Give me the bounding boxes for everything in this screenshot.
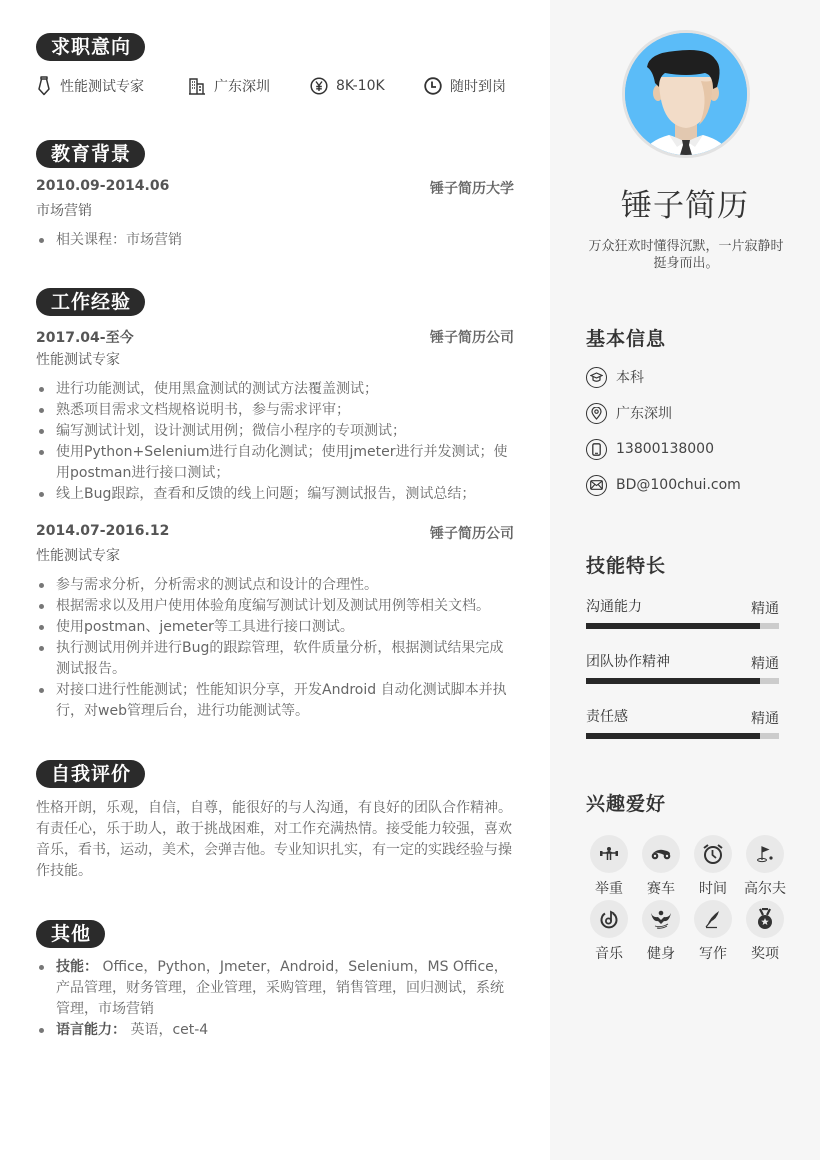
intent-position [36,74,144,98]
clock-icon [424,77,442,95]
job-intent-row [36,74,536,98]
phone-icon [586,439,607,460]
skill-progress-bar [586,678,779,684]
language-label: 语言能力： [56,1022,126,1038]
info-phone-text: 13800138000 [616,441,714,457]
job-1-role: 性能测试专家 [36,352,120,368]
music-icon [590,900,628,938]
medal-icon [746,900,784,938]
hobby-item [687,835,739,898]
profile-name: 锤子简历 [621,188,749,224]
skill-progress-fill [586,623,760,629]
hobby-item [635,835,687,898]
job-1-header [36,327,514,347]
skills-label: 技能： [56,959,98,975]
hobby-label: 举重 [595,881,623,897]
skill-progress-bar [586,733,779,739]
education-date: 2010.09-2014.06 [36,178,170,194]
other-list [36,957,516,1041]
skill-level: 精通 [751,601,779,617]
job-2-date: 2014.07-2016.12 [36,523,170,539]
hobby-label: 赛车 [647,881,675,897]
hobby-label: 健身 [647,946,675,962]
education-header [36,178,514,198]
weightlifting-icon [590,835,628,873]
profile-motto: 万众狂欢时懂得沉默，一片寂静时挺身而出。 [588,239,784,271]
list-item: 根据需求以及用户使用体验角度编写测试计划及测试用例等相关文档。 [36,596,516,617]
sidebar [550,0,820,1160]
info-email [586,474,741,496]
section-title-hobbies: 兴趣爱好 [586,793,667,815]
section-title-work: 工作经验 [36,288,145,316]
list-item: 熟悉项目需求文档规格说明书，参与需求评审； [36,400,516,421]
education-list [36,230,516,251]
skill-level: 精通 [751,711,779,727]
yuan-icon [310,77,328,95]
intent-availability [424,74,506,98]
list-item: 线上Bug跟踪，查看和反馈的线上问题；编写测试报告，测试总结； [36,484,516,505]
intent-city-text: 广东深圳 [214,79,270,95]
envelope-icon [586,475,607,496]
education-school: 锤子简历大学 [430,181,514,197]
intent-position-text: 性能测试专家 [60,79,144,95]
list-item: 进行功能测试，使用黑盒测试的测试方法覆盖测试； [36,379,516,400]
list-item: 参与需求分析，分析需求的测试点和设计的合理性。 [36,575,516,596]
hobby-label: 奖项 [751,946,779,962]
tie-icon [36,76,52,96]
skill-item [586,596,779,636]
skill-name: 沟通能力 [586,599,642,615]
skills-value: Office，Python，Jmeter，Android，Selenium，MS Office，产品管理，财务管理，企业管理，采购管理，销售管理，回归测试，系统管理，市场营销 [56,959,508,1017]
quill-icon [694,900,732,938]
list-item-skills [36,957,516,1020]
fitness-icon [642,900,680,938]
section-title-job-intent: 求职意向 [36,33,145,61]
hobby-label: 写作 [699,946,727,962]
skill-item [586,706,779,746]
skill-progress-fill [586,678,760,684]
avatar [622,30,750,158]
building-icon [188,77,206,95]
skill-level: 精通 [751,656,779,672]
language-value: 英语，cet-4 [126,1022,209,1038]
list-item: 执行测试用例并进行Bug的跟踪管理，软件质量分析，根据测试结果完成测试报告。 [36,638,516,680]
hobby-item [739,835,791,898]
list-item: 编写测试计划，设计测试用例；微信小程序的专项测试； [36,421,516,442]
job-2-header [36,523,514,543]
hobby-item [583,900,635,963]
skill-item [586,651,779,691]
job-2-role: 性能测试专家 [36,548,120,564]
list-item: 使用postman、jemeter等工具进行接口测试。 [36,617,516,638]
hobby-item [687,900,739,963]
hobby-item [635,900,687,963]
section-title-skills: 技能特长 [586,555,667,577]
job-1-company: 锤子简历公司 [430,330,514,346]
list-item-language [36,1020,516,1041]
section-title-education: 教育背景 [36,140,145,168]
section-title-basic-info: 基本信息 [586,328,667,350]
job-2-company: 锤子简历公司 [430,526,514,542]
skill-name: 责任感 [586,709,628,725]
graduation-cap-icon [586,367,607,388]
section-title-self-eval: 自我评价 [36,760,145,788]
avatar-illustration [625,33,747,155]
info-phone [586,438,714,460]
intent-availability-text: 随时到岗 [450,79,506,95]
skill-name: 团队协作精神 [586,654,670,670]
intent-city [188,74,270,98]
hobby-item [583,835,635,898]
list-item: 相关课程：市场营销 [36,230,516,251]
info-location [586,402,672,424]
hobby-item [739,900,791,963]
job-1-list [36,379,516,505]
intent-salary [310,74,385,98]
info-degree [586,366,644,388]
info-location-text: 广东深圳 [616,406,672,422]
section-title-other: 其他 [36,920,105,948]
list-item: 使用Python+Selenium进行自动化测试；使用jmeter进行并发测试；使用postman进行接口测试； [36,442,516,484]
motorcycle-icon [642,835,680,873]
self-eval-text: 性格开朗，乐观，自信，自尊，能很好的与人沟通，有良好的团队合作精神。有责任心，乐于助人，敢于挑战困难，对工作充满热情。接受能力较强，喜欢音乐，看书，运动，美术，会弹吉他。专业知识扎实，有一定的实践经验与操作技能。 [36,800,512,879]
job-2-list [36,575,516,722]
info-email-text: BD@100chui.com [616,477,741,493]
job-1-date: 2017.04-至今 [36,330,134,346]
intent-salary-text: 8K-10K [336,78,385,94]
golf-icon [746,835,784,873]
location-pin-icon [586,403,607,424]
info-degree-text: 本科 [616,370,644,386]
hobby-label: 高尔夫 [744,881,786,897]
education-major: 市场营销 [36,203,92,219]
skill-progress-bar [586,623,779,629]
list-item: 对接口进行性能测试；性能知识分享，开发Android 自动化测试脚本并执行，对web管理后台，进行功能测试等。 [36,680,516,722]
alarm-clock-icon [694,835,732,873]
skill-progress-fill [586,733,760,739]
hobby-label: 音乐 [595,946,623,962]
hobby-label: 时间 [699,881,727,897]
